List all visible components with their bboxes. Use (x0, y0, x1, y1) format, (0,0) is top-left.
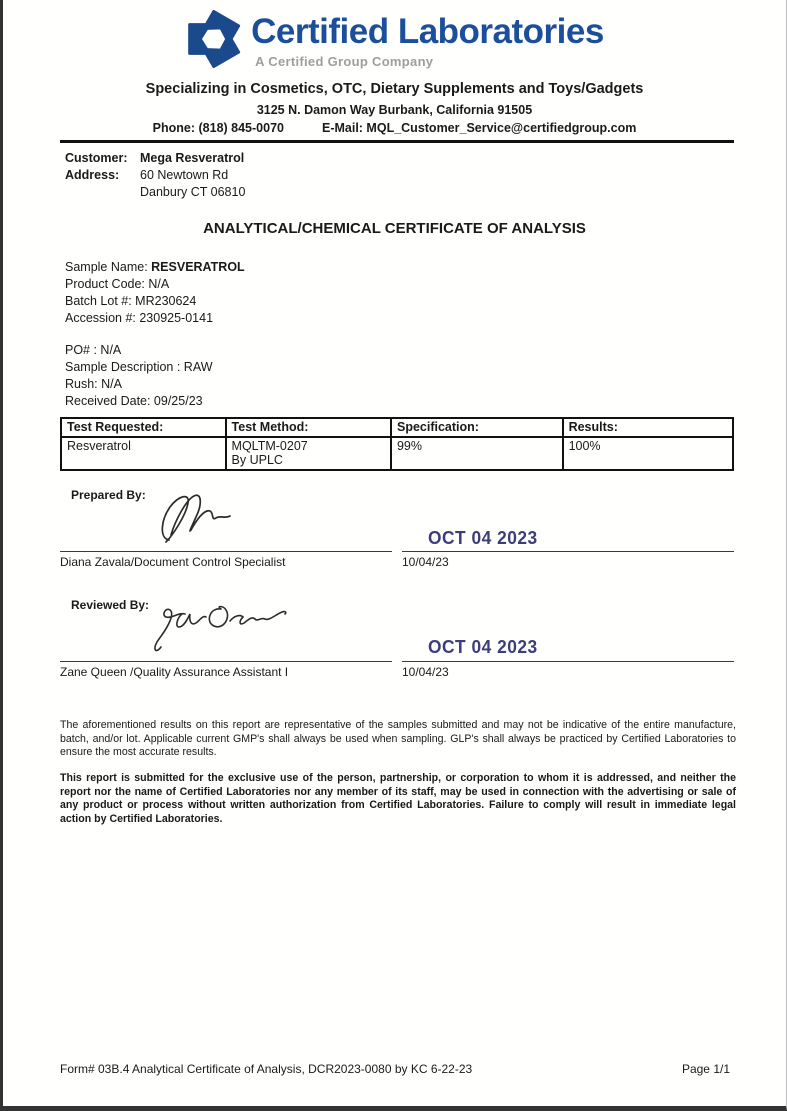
received-date-line: Received Date: 09/25/23 (65, 394, 203, 408)
address-row2 (65, 184, 245, 201)
product-code-line: Product Code: N/A (65, 277, 170, 291)
cell-specification: 99% (391, 437, 563, 470)
lab-address-line: 3125 N. Damon Way Burbank, California 91505 (256, 103, 533, 117)
header-test-requested: Test Requested: (61, 418, 226, 437)
reviewed-date-line (402, 661, 734, 662)
reviewed-by-label: Reviewed By: (71, 598, 150, 612)
address-line1: 60 Newtown Rd (140, 168, 229, 182)
email-label: E-Mail: MQL_Customer_Service@certifiedgroup.com (321, 121, 637, 135)
results-table-header-row (61, 418, 733, 437)
header-specification: Specification: (391, 418, 563, 437)
prepared-signature (153, 490, 245, 548)
sample-name-value: RESVERATROL (151, 260, 245, 274)
prepared-signature-line (60, 551, 392, 552)
po-line: PO# : N/A (65, 343, 122, 357)
header-test-method: Test Method: (226, 418, 391, 437)
brand-name: Certified Laboratories (251, 12, 604, 51)
prepared-date-line (402, 551, 734, 552)
sample-block-gap (65, 327, 245, 342)
legal-disclaimer: This report is submitted for the exclusive use of the person, partnership, or corporation to whom it is addressed, and neither the report nor the name of Certified Laboratories nor any member of its staff, may be used in connection with the advertising or sale of any product or process without written authorization from Certified Laboratories. Failure to comply will result in immediate legal action by Certified Laboratories. (60, 772, 736, 825)
method-line2: By UPLC (231, 453, 283, 467)
customer-row (65, 150, 245, 167)
results-table (60, 417, 734, 471)
customer-name: Mega Resveratrol (140, 151, 245, 165)
address-label-spacer (65, 184, 140, 201)
prepared-date-text: 10/04/23 (402, 555, 449, 569)
reviewed-signature-line (60, 661, 392, 662)
cell-results: 100% (563, 437, 733, 470)
method-line1: MQLTM-0207 (231, 439, 308, 453)
specialty-line: Specializing in Cosmetics, OTC, Dietary Supplements and Toys/Gadgets (145, 81, 644, 97)
sample-name-line (65, 259, 245, 276)
header-results: Results: (563, 418, 733, 437)
certified-group-logo-icon (185, 8, 243, 70)
reviewed-date-stamp: OCT 04 2023 (428, 637, 538, 658)
cell-test-method (226, 437, 391, 470)
header-logo-row (3, 8, 786, 70)
brand-tagline: A Certified Group Company (255, 54, 434, 69)
footer-form-info: Form# 03B.4 Analytical Certificate of Analysis, DCR2023-0080 by KC 6-22-23 (60, 1062, 473, 1076)
phone-label: Phone: (818) 845-0070 (152, 121, 284, 135)
accession-line: Accession #: 230925-0141 (65, 311, 214, 325)
sample-name-label: Sample Name: (65, 260, 152, 274)
prepared-date-stamp: OCT 04 2023 (428, 528, 538, 549)
reviewed-name-title: Zane Queen /Quality Assurance Assistant I (60, 665, 289, 679)
results-disclaimer: The aforementioned results on this report are representative of the samples submitted and may not be indicative of the entire manufacture, batch, and/or lot. Applicable current GMP's shall always be used when sampling. GLP's shall always be practiced by Certified Laboratories to ensure the most accurate results. (60, 719, 736, 758)
reviewed-signature (151, 600, 301, 656)
logo-text-block (251, 8, 604, 69)
contact-line (3, 121, 786, 135)
reviewed-date-text: 10/04/23 (402, 665, 449, 679)
results-table-row (61, 437, 733, 470)
customer-block (65, 150, 245, 201)
cell-test-requested: Resveratrol (61, 437, 226, 470)
document-title: ANALYTICAL/CHEMICAL CERTIFICATE OF ANALYSIS (203, 220, 586, 237)
batch-lot-line: Batch Lot #: MR230624 (65, 294, 197, 308)
customer-label: Customer: (65, 151, 128, 165)
rush-line: Rush: N/A (65, 377, 122, 391)
sample-description-line: Sample Description : RAW (65, 360, 213, 374)
footer-page-number: Page 1/1 (681, 1062, 730, 1076)
prepared-by-label: Prepared By: (71, 488, 146, 502)
header-divider (60, 140, 734, 143)
sample-info-block (65, 259, 245, 410)
address-line2: Danbury CT 06810 (140, 185, 246, 199)
prepared-name-title: Diana Zavala/Document Control Specialist (60, 555, 286, 569)
address-label: Address: (65, 168, 120, 182)
address-row (65, 167, 245, 184)
